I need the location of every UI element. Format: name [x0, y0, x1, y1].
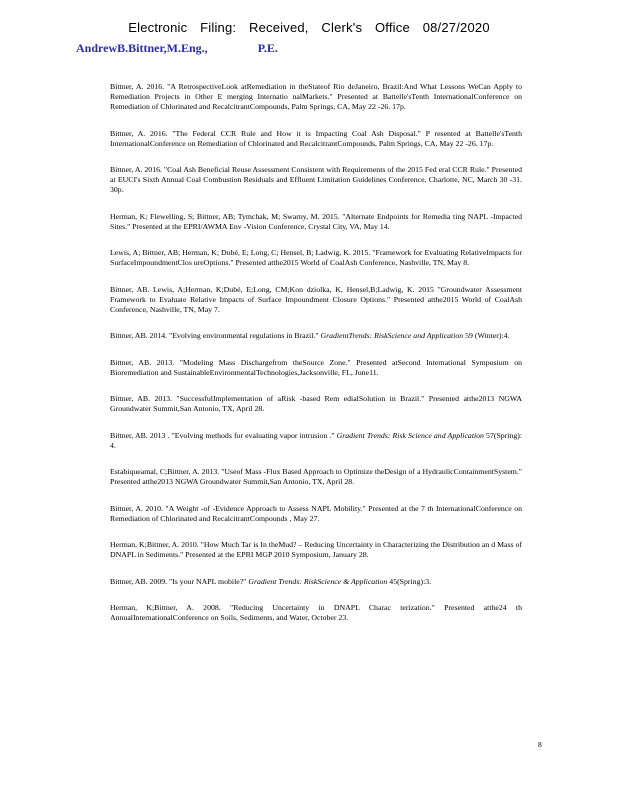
reference-item — [110, 394, 522, 414]
reference-item — [110, 467, 522, 487]
reference-text: Estabiqueamal, C;Bittner, A. 2013. "Useof Mass -Flux Based Approach to Optimize theDesign of a HydraulicContainmentSystem." Presented atthe2013 NGWA Groundwater Summit,San Antonio, TX, April 28. — [110, 467, 522, 486]
reference-text: Bittner, AB. 2013. "SuccessfulImplementation of aRisk -based Rem edialSolution in Brazil." Presented atthe2013 NGWA Groundwater Summit,San Antonio, TX, April 28. — [110, 394, 522, 413]
reference-text: Herman, K;Bittner, A. 2008. "Reducing Uncertainty in DNAPL Charac terization." Presented atthe24 th AnnualInternationalConference on Soils, Sediments, and Water, October 23. — [110, 603, 522, 622]
electronic-filing-stamp: Electronic Filing: Received, Clerk's Office 08/27/2020 — [128, 20, 490, 35]
reference-journal: GradientTrends: RiskScience and Application — [320, 331, 464, 340]
reference-tail: 45(Spring):3. — [387, 576, 432, 586]
reference-text: Bittner, AB. Lewis, A;Herman, K;Dubé, E;Long, CM;Kon dziolka, K, Hensel,B;Ladwig, K. 2015 "Groundwater Assessment Framework to Evaluate Relative Impacts of Surface Impoundment Closure Options." Presented atthe2015 World of CoalAsh Conference, Nashville, TN, May 7. — [110, 284, 522, 314]
reference-journal: Gradient Trends: Risk Science and Application — [336, 430, 484, 440]
reference-item — [110, 129, 522, 149]
reference-item — [110, 285, 522, 315]
reference-text: Bittner, A. 2010. "A Weight -of -Evidence Approach to Assess NAPL Mobility." Presented at the 7 th InternationalConference on Remediation of Chlorinated and RecalcitrantCompounds , May 27. — [110, 503, 522, 523]
reference-text: Bittner, AB. 2013. "Modeling Mass Dischargefrom theSource Zone." Presented atSecond International Symposium on Bioremediation and SustainableEnvironmentalTechnologies,Jacksonville, FL, June11. — [110, 357, 522, 377]
reference-item — [110, 358, 522, 378]
reference-item — [110, 82, 522, 112]
reference-text: Bittner, A. 2016. "A RetrospectiveLook atRemediation in theStateof Rio deJaneiro, Brazil:And What Lessons WeCan Apply to Remediation Projects in Other E merging Internatio nalMarkets." Presented at Battelle'sTenth InternationalConference on Remediation of Chlorinated and RecalcitrantCompounds, Palm Springs, CA, May 22 -26. 17p. — [110, 82, 522, 111]
reference-text: Bittner, AB. 2013 . "Evolving methods for evaluating vapor intrusion ." — [110, 430, 337, 440]
author-name: AndrewB.Bittner,M.Eng., — [76, 41, 208, 55]
author-header — [76, 41, 278, 56]
reference-item — [110, 431, 522, 451]
reference-item — [110, 577, 522, 587]
reference-text: Herman, K;Bittner, A. 2010. "How Much Tar is In theMud? – Reducing Uncertainty in Characterizing the Distribution an d Mass of DNAPL in Sediments." Presented at the EPRI MGP 2010 Symposium, January 28. — [110, 540, 522, 559]
reference-item — [110, 165, 522, 195]
reference-text: Bittner, A. 2016. "Coal Ash Beneficial Reuse Assessment Consistent with Requirements of the 2015 Fed eral CCR Rule." Presented at EUCI's Sixth Annual Coal Combustion Residuals and Effluent Limitation Guidelines Conference, Charlotte, NC, March 30 -31. 30p. — [110, 165, 522, 194]
reference-text: Bittner, AB. 2014. "Evolving environmental regulations in Brazil." — [110, 331, 321, 340]
reference-item — [110, 603, 522, 623]
reference-text: Bittner, A. 2016. "The Federal CCR Rule and How it is Impacting Coal Ash Disposal." P resented at Battelle'sTenth InternationalConference on Remediation of Chlorinated and RecalcitrantCompounds, Palm Springs, CA, May 22 -26. 17p. — [110, 128, 522, 148]
reference-tail: 57(Spring): 4. — [110, 430, 522, 450]
reference-journal: Gradient Trends: RiskScience & Application — [248, 576, 388, 586]
reference-text: Herman, K; Flewelling, S; Bittner, AB; Tymchak, M; Swarny, M. 2015. "Alternate Endpoints for Remedia ting NAPL -Impacted Sites." Presented at the EPRI/AWMA Env -Vision Conference, Crystal City, VA, May 14. — [110, 211, 522, 231]
reference-list — [110, 82, 522, 640]
reference-tail: 59 (Winter):4. — [463, 331, 510, 340]
author-credential: P.E. — [257, 41, 278, 55]
reference-text: Bittner, AB. 2009. "Is your NAPL mobile?" — [110, 576, 249, 586]
page-number: 8 — [538, 740, 542, 749]
reference-text: Lewis, A; Bittner, AB; Herman, K; Dubé, E; Long, C; Hensel, B; Ladwig, K. 2015. "Framework for Evaluating RelativeImpacts for SurfaceImpoundmentClos ureOptions." Presented atthe2015 World of CoalAsh Conference, Nashville, TN, May 8. — [110, 248, 522, 267]
reference-item — [110, 212, 522, 232]
reference-item — [110, 331, 522, 341]
reference-item — [110, 248, 522, 268]
reference-item — [110, 540, 522, 560]
reference-item — [110, 504, 522, 524]
